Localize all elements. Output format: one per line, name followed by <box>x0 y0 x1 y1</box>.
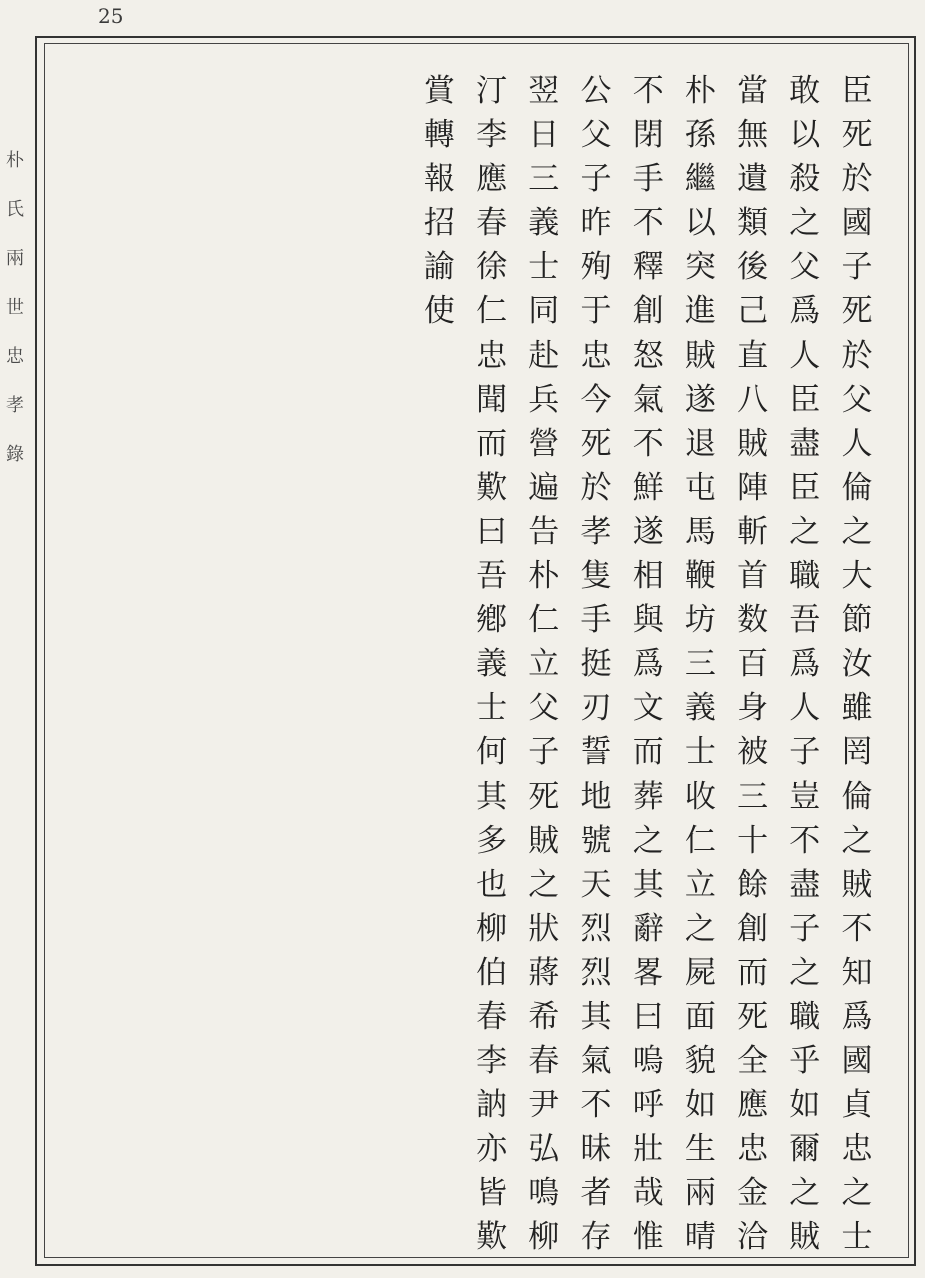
column-char: 賊 <box>684 337 716 374</box>
column-char: 子 <box>528 734 560 771</box>
column-char: 以 <box>684 205 716 242</box>
column-char: 吾 <box>476 558 508 595</box>
column-char: 柳 <box>476 910 508 947</box>
column-char: 李 <box>476 117 508 154</box>
column-char: 昧 <box>580 1131 612 1168</box>
column-char: 與 <box>632 602 664 639</box>
column-char: 轉 <box>423 117 455 154</box>
column-char: 不 <box>632 425 664 462</box>
column-char: 手 <box>632 161 664 198</box>
column-char: 不 <box>632 73 664 109</box>
column-char: 之 <box>841 822 873 859</box>
column-char: 歎 <box>476 469 508 506</box>
column-char: 昨 <box>580 205 612 242</box>
column-char: 子 <box>789 734 821 771</box>
side-title-char: 朴 <box>6 150 24 171</box>
column-char: 洽 <box>737 1219 769 1256</box>
column-char: 蔣 <box>528 954 560 991</box>
column-char: 屯 <box>684 469 716 506</box>
column-char: 之 <box>684 910 716 947</box>
column-char: 三 <box>528 161 560 198</box>
column-char: 其 <box>580 998 612 1035</box>
column-char: 義 <box>476 646 508 683</box>
column-char: 十 <box>737 822 769 859</box>
column-char: 義 <box>684 690 716 727</box>
column-char: 敢 <box>789 73 821 109</box>
column-char: 之 <box>789 1175 821 1212</box>
column-char: 士 <box>476 690 508 727</box>
column-char: 畧 <box>632 954 664 991</box>
text-column <box>679 73 721 1267</box>
column-char: 之 <box>632 822 664 859</box>
column-char: 哉 <box>632 1175 664 1212</box>
column-char: 繼 <box>684 161 716 198</box>
column-char: 釋 <box>632 249 664 286</box>
column-char: 春 <box>476 205 508 242</box>
column-char: 不 <box>632 205 664 242</box>
column-char: 賊 <box>841 866 873 903</box>
column-char: 誓 <box>580 734 612 771</box>
column-char: 之 <box>528 866 560 903</box>
column-char: 當 <box>737 73 769 109</box>
column-char: 不 <box>841 910 873 947</box>
side-title-char: 氏 <box>6 199 24 220</box>
column-char: 春 <box>528 1043 560 1080</box>
column-char: 死 <box>580 425 612 462</box>
column-char: 而 <box>737 954 769 991</box>
side-title-char: 孝 <box>6 395 24 416</box>
column-char: 殉 <box>580 249 612 286</box>
column-char: 貌 <box>684 1043 716 1080</box>
column-char: 三 <box>684 646 716 683</box>
column-char: 鄕 <box>476 602 508 639</box>
column-char: 赴 <box>528 337 560 374</box>
column-char: 賊 <box>528 822 560 859</box>
column-char: 鞭 <box>684 558 716 595</box>
column-char: 人 <box>841 425 873 462</box>
column-char: 辭 <box>632 910 664 947</box>
column-char: 挺 <box>580 646 612 683</box>
column-char: 士 <box>528 249 560 286</box>
column-char: 如 <box>684 1087 716 1124</box>
column-char: 國 <box>841 1043 873 1080</box>
column-char: 弘 <box>528 1131 560 1168</box>
column-char: 倫 <box>841 778 873 815</box>
column-char: 招 <box>423 205 455 242</box>
column-char: 伯 <box>476 954 508 991</box>
column-char: 諭 <box>423 249 455 286</box>
column-char: 地 <box>580 778 612 815</box>
column-char: 乎 <box>789 1043 821 1080</box>
column-char: 如 <box>789 1087 821 1124</box>
column-char: 父 <box>580 117 612 154</box>
column-char: 兵 <box>528 381 560 418</box>
column-char: 己 <box>737 293 769 330</box>
column-char: 爲 <box>841 998 873 1035</box>
column-char: 陣 <box>737 469 769 506</box>
column-char: 呼 <box>632 1087 664 1124</box>
column-char: 壯 <box>632 1131 664 1168</box>
column-char: 亦 <box>476 1131 508 1168</box>
column-char: 應 <box>737 1087 769 1124</box>
column-char: 者 <box>580 1175 612 1212</box>
column-char: 鮮 <box>632 469 664 506</box>
column-char: 創 <box>737 910 769 947</box>
column-char: 忠 <box>737 1131 769 1168</box>
column-char: 賊 <box>789 1219 821 1256</box>
column-char: 其 <box>476 778 508 815</box>
column-char: 公 <box>580 73 612 109</box>
column-char: 爲 <box>789 293 821 330</box>
column-char: 爲 <box>789 646 821 683</box>
column-char: 徐 <box>476 249 508 286</box>
text-column <box>523 73 565 1267</box>
column-char: 子 <box>841 249 873 286</box>
column-char: 遍 <box>528 469 560 506</box>
column-char: 創 <box>632 293 664 330</box>
column-char: 天 <box>580 866 612 903</box>
column-char: 職 <box>789 998 821 1035</box>
column-char: 生 <box>684 1131 716 1168</box>
text-column <box>836 73 878 1267</box>
column-char: 汝 <box>841 646 873 683</box>
column-char: 貞 <box>841 1087 873 1124</box>
column-char: 於 <box>841 161 873 198</box>
text-column <box>732 73 774 1267</box>
column-char: 於 <box>580 469 612 506</box>
column-char: 而 <box>632 734 664 771</box>
text-column <box>471 73 513 1267</box>
column-char: 之 <box>841 513 873 550</box>
column-char: 士 <box>841 1219 873 1256</box>
column-char: 雖 <box>841 690 873 727</box>
column-char: 忠 <box>476 337 508 374</box>
column-char: 尹 <box>528 1087 560 1124</box>
column-char: 葬 <box>632 778 664 815</box>
side-title-char: 錄 <box>6 444 24 465</box>
column-char: 文 <box>632 690 664 727</box>
column-char: 仁 <box>476 293 508 330</box>
column-char: 倫 <box>841 469 873 506</box>
column-char: 退 <box>684 425 716 462</box>
side-title <box>0 152 30 495</box>
column-char: 李 <box>476 1043 508 1080</box>
column-char: 也 <box>476 866 508 903</box>
column-char: 盡 <box>789 866 821 903</box>
column-char: 惟 <box>632 1219 664 1256</box>
column-char: 死 <box>841 293 873 330</box>
column-char: 爲 <box>632 646 664 683</box>
column-char: 其 <box>632 866 664 903</box>
column-char: 面 <box>684 998 716 1035</box>
column-char: 節 <box>841 602 873 639</box>
column-char: 忠 <box>841 1131 873 1168</box>
column-char: 曰 <box>476 513 508 550</box>
column-char: 仁 <box>528 602 560 639</box>
column-char: 殺 <box>789 161 821 198</box>
column-char: 烈 <box>580 910 612 947</box>
side-title-char: 世 <box>6 297 24 318</box>
column-char: 翌 <box>528 73 560 109</box>
column-char: 孫 <box>684 117 716 154</box>
column-char: 氣 <box>632 381 664 418</box>
column-char: 氣 <box>580 1043 612 1080</box>
text-column <box>575 73 617 1267</box>
column-char: 八 <box>737 381 769 418</box>
column-char: 士 <box>684 734 716 771</box>
column-char: 相 <box>632 558 664 595</box>
column-char: 被 <box>737 734 769 771</box>
column-char: 忠 <box>580 337 612 374</box>
column-char: 屍 <box>684 954 716 991</box>
column-char: 父 <box>528 690 560 727</box>
side-title-char: 兩 <box>6 248 24 269</box>
column-char: 突 <box>684 249 716 286</box>
column-char: 告 <box>528 513 560 550</box>
column-char: 父 <box>789 249 821 286</box>
column-char: 刃 <box>580 690 612 727</box>
column-char: 於 <box>841 337 873 374</box>
column-char: 不 <box>789 822 821 859</box>
column-char: 日 <box>528 117 560 154</box>
column-char: 營 <box>528 425 560 462</box>
column-char: 遂 <box>632 513 664 550</box>
column-char: 子 <box>580 161 612 198</box>
column-char: 爾 <box>789 1131 821 1168</box>
text-column <box>784 73 826 1267</box>
column-char: 歎 <box>476 1219 508 1256</box>
column-char: 兩 <box>684 1175 716 1212</box>
column-char: 朴 <box>528 558 560 595</box>
column-char: 收 <box>684 778 716 815</box>
column-char: 仁 <box>684 822 716 859</box>
column-char: 鳴 <box>528 1175 560 1212</box>
column-char: 皆 <box>476 1175 508 1212</box>
column-char: 狀 <box>528 910 560 947</box>
column-char: 國 <box>841 205 873 242</box>
column-char: 直 <box>737 337 769 374</box>
column-char: 報 <box>423 161 455 198</box>
column-char: 後 <box>737 249 769 286</box>
column-char: 使 <box>423 293 455 330</box>
column-char: 立 <box>684 866 716 903</box>
column-char: 賞 <box>423 73 455 109</box>
column-char: 人 <box>789 337 821 374</box>
column-char: 立 <box>528 646 560 683</box>
column-char: 義 <box>528 205 560 242</box>
column-char: 類 <box>737 205 769 242</box>
column-char: 遺 <box>737 161 769 198</box>
column-char: 臣 <box>789 469 821 506</box>
column-char: 職 <box>789 558 821 595</box>
column-char: 之 <box>789 205 821 242</box>
column-char: 死 <box>528 778 560 815</box>
column-char: 数 <box>737 602 769 639</box>
column-char: 朴 <box>684 73 716 109</box>
column-char: 柳 <box>528 1219 560 1256</box>
column-char: 人 <box>789 690 821 727</box>
column-char: 百 <box>737 646 769 683</box>
column-char: 曰 <box>632 998 664 1035</box>
column-char: 之 <box>789 513 821 550</box>
column-char: 之 <box>789 954 821 991</box>
column-char: 盡 <box>789 425 821 462</box>
column-char: 號 <box>580 822 612 859</box>
column-char: 進 <box>684 293 716 330</box>
column-char: 知 <box>841 954 873 991</box>
column-char: 何 <box>476 734 508 771</box>
column-char: 馬 <box>684 513 716 550</box>
column-char: 以 <box>789 117 821 154</box>
column-char: 怒 <box>632 337 664 374</box>
column-char: 罔 <box>841 734 873 771</box>
column-char: 死 <box>841 117 873 154</box>
column-char: 訥 <box>476 1087 508 1124</box>
column-char: 大 <box>841 558 873 595</box>
column-char: 嗚 <box>632 1043 664 1080</box>
side-title-char: 忠 <box>6 346 24 367</box>
column-char: 而 <box>476 425 508 462</box>
column-char: 坊 <box>684 602 716 639</box>
column-char: 多 <box>476 822 508 859</box>
column-char: 應 <box>476 161 508 198</box>
column-char: 汀 <box>476 73 508 109</box>
column-char: 子 <box>789 910 821 947</box>
text-column <box>418 73 460 341</box>
column-char: 之 <box>841 1175 873 1212</box>
column-char: 臣 <box>789 381 821 418</box>
column-char: 聞 <box>476 381 508 418</box>
column-char: 同 <box>528 293 560 330</box>
column-char: 晴 <box>684 1219 716 1256</box>
column-char: 身 <box>737 690 769 727</box>
column-char: 臣 <box>841 73 873 109</box>
column-char: 存 <box>580 1219 612 1256</box>
column-char: 全 <box>737 1043 769 1080</box>
column-char: 隻 <box>580 558 612 595</box>
column-char: 父 <box>841 381 873 418</box>
page-number: 25 <box>98 4 124 28</box>
column-char: 今 <box>580 381 612 418</box>
column-char: 吾 <box>789 602 821 639</box>
column-char: 三 <box>737 778 769 815</box>
column-char: 于 <box>580 293 612 330</box>
column-char: 無 <box>737 117 769 154</box>
column-char: 餘 <box>737 866 769 903</box>
column-char: 豈 <box>789 778 821 815</box>
column-char: 烈 <box>580 954 612 991</box>
column-char: 孝 <box>580 513 612 550</box>
column-char: 斬 <box>737 513 769 550</box>
column-char: 遂 <box>684 381 716 418</box>
column-char: 希 <box>528 998 560 1035</box>
column-char: 首 <box>737 558 769 595</box>
column-char: 金 <box>737 1175 769 1212</box>
column-char: 死 <box>737 998 769 1035</box>
column-char: 春 <box>476 998 508 1035</box>
column-char: 不 <box>580 1087 612 1124</box>
text-column <box>627 73 669 1267</box>
column-char: 手 <box>580 602 612 639</box>
column-char: 閉 <box>632 117 664 154</box>
column-char: 賊 <box>737 425 769 462</box>
